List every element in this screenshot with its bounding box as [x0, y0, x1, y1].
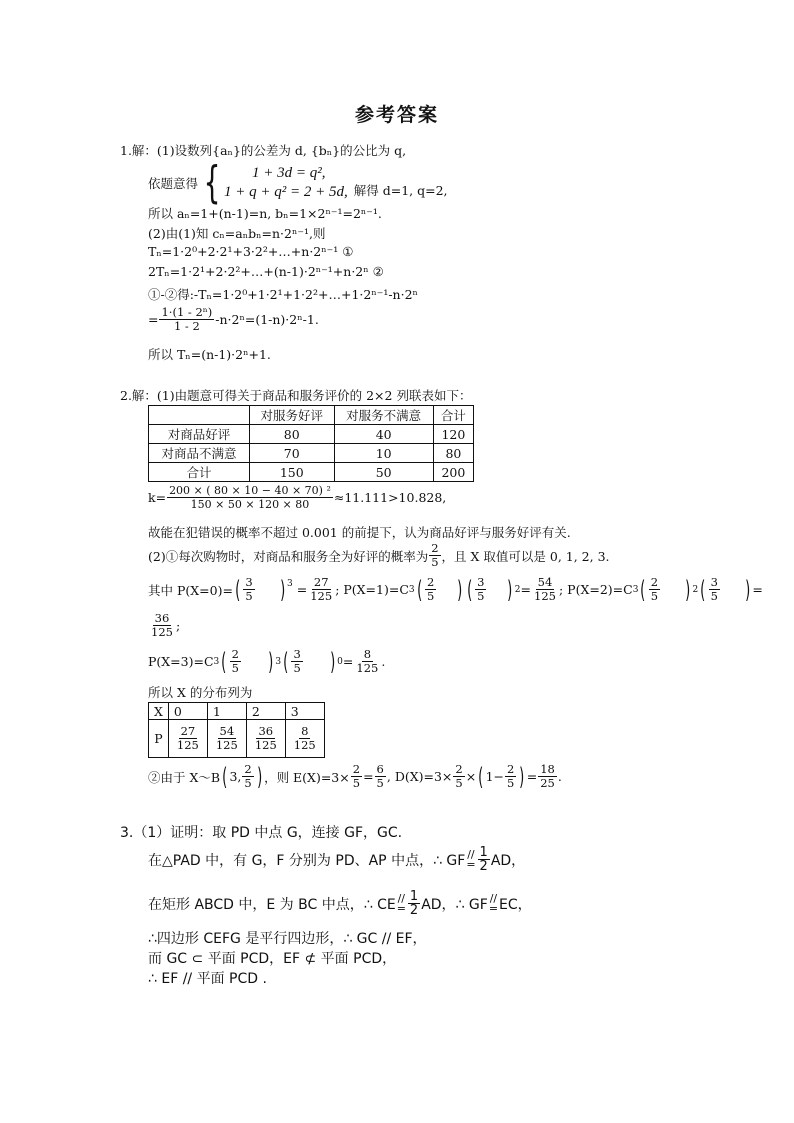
k-num: 200 × ( 80 × 10 − 40 × 70) ² [169, 484, 331, 497]
table-cell: 40 [334, 425, 433, 444]
frac-den: 5 [352, 776, 361, 790]
frac-num: 3 [293, 647, 301, 661]
table-cell: 150 [250, 463, 335, 482]
frac-num: 8 [363, 647, 372, 661]
table-cell [246, 720, 285, 758]
b-text: ②由于 X～B [148, 769, 221, 785]
q3-line3: 在矩形 ABCD 中，E 为 BC 中点，∴ CE // = $\frac{1}{2}$ AD，∴ GF // = EC， [148, 889, 532, 918]
frac-den: 125 [310, 589, 333, 603]
distribution-table [148, 702, 325, 758]
frac-den: 5 [427, 589, 435, 603]
table-cell [207, 720, 246, 758]
frac-num: 18 [540, 762, 555, 776]
b-dx: , D(X)=3× [386, 769, 453, 784]
q1-line9: 所以 Tₙ=(n-1)·2ⁿ+1. [148, 347, 271, 362]
q2-part2 [148, 542, 610, 569]
frac-num: 27 [180, 724, 196, 738]
px-line: 其中 P(X=0)= ( $\frac{3}{5}$ ) $^3$ = $\frac{27}{125}$ ; P(X=1)=C 3 ( $\frac{2}{5}$ ) ( $\frac{3}{5}$ ) 2 = $\frac{54}{125}$ ; P(X=2)=C 3 ( $\frac{2}{5}$ ) 2 ( $\frac{3}{5}$ ) = [148, 575, 763, 604]
q1-line4: (2)由(1)知 cₙ=aₙbₙ=n·2ⁿ⁻¹,则 [148, 226, 326, 241]
table-cell: 80 [250, 425, 335, 444]
q3-line3a: 在矩形 ABCD 中，E 为 BC 中点，∴ CE [148, 896, 396, 913]
table-row [149, 463, 474, 482]
frac-den: 125 [151, 625, 173, 639]
table-cell: X [149, 703, 169, 720]
frac-den: 5 [650, 589, 659, 603]
frac-den: 25 [540, 776, 555, 790]
table-cell [168, 720, 207, 758]
q2-line1: 2.解：(1)由题意可得关于商品和服务评价的 2×2 列联表如下： [120, 388, 472, 403]
table-row [149, 425, 474, 444]
q1-line5: Tₙ=1·2⁰+2·2¹+3·2²+…+n·2ⁿ⁻¹ ① [148, 244, 354, 259]
table-cell: 200 [433, 463, 473, 482]
table-cell: 70 [250, 444, 335, 463]
table-cell: 1 [207, 703, 246, 720]
q3-line1: 3.（1）证明：取 PD 中点 G，连接 GF，GC. [120, 825, 403, 841]
q2-conclusion: 故能在犯错误的概率不超过 0.001 的前提下，认为商品好评与服务好评有关. [148, 525, 571, 540]
px2-result: $\frac{36}{125}$ ; [151, 611, 181, 639]
q1-line1: 1.解：(1)设数列{aₙ}的公差为 d, {bₙ}的公比为 q, [120, 143, 407, 158]
k-formula [148, 484, 446, 511]
q2-p2-tail: ，且 X 取值可以是 0, 1, 2, 3. [441, 548, 610, 564]
frac-num: 2 [507, 762, 515, 776]
q1-sys-intro: 依题意得 [148, 176, 199, 191]
table-cell: 50 [334, 463, 433, 482]
q1-sys-eq1: 1 + 3d = q², [252, 165, 326, 181]
b-ex: ，则 E(X)=3× [264, 769, 350, 785]
table-cell: 10 [334, 444, 433, 463]
q3-line2a: 在△PAD 中，有 G，F 分别为 PD、AP 中点，∴ GF [148, 852, 466, 869]
frac-num: 2 [427, 575, 435, 589]
q3-line3b: AD，∴ GF [421, 896, 488, 913]
b-times: × [465, 769, 477, 784]
q1-sys-result: 解得 d=1, q=2, [353, 183, 448, 198]
table-cell: 对商品不满意 [149, 444, 250, 463]
table-cell: 3 [285, 703, 324, 720]
px0-label: 其中 P(X=0)= [148, 582, 233, 598]
frac-num: 6 [376, 762, 384, 776]
q3-line2b: AD， [490, 852, 526, 869]
table-row [149, 720, 325, 758]
q1-line7: ①-②得:-Tₙ=1·2⁰+1·2¹+1·2²+…+1·2ⁿ⁻¹-n·2ⁿ [148, 287, 418, 302]
q3-line5: 而 GC ⊂ 平面 PCD，EF ⊄ 平面 PCD， [148, 951, 397, 967]
table-row [149, 444, 474, 463]
table-cell: 对商品好评 [149, 425, 250, 444]
table-cell: 80 [433, 444, 473, 463]
frac-den: 5 [244, 776, 252, 790]
frac-den: 5 [477, 589, 485, 603]
binomial-line: ②由于 X～B ( 3, $\frac{2}{5}$ ) ，则 E(X)=3× $\frac{2}{5}$ = $\frac{6}{5}$ , D(X)=3× $\frac{2}{5}$ × ( 1− $\frac{2}{5}$ ) = $\frac{18}{25}$ . [148, 762, 562, 791]
q2-p2-text: (2)①每次购物时，对商品和服务全为好评的概率为 [148, 548, 429, 564]
frac-num: 3 [477, 575, 485, 589]
frac-den: 5 [293, 661, 301, 675]
page-title: 参考答案 [354, 104, 439, 126]
frac-num: 27 [313, 575, 329, 589]
frac-num: 3 [710, 575, 718, 589]
table-header-row [149, 406, 474, 425]
frac-num: 2 [231, 647, 239, 661]
q1-sys-eq2: 1 + q + q² = 2 + 5d, [224, 184, 348, 200]
frac-num: 3 [245, 575, 253, 589]
q1-line3: 所以 aₙ=1+(n-1)=n, bₙ=1×2ⁿ⁻¹=2ⁿ⁻¹. [148, 206, 382, 221]
k-result: ≈11.111>10.828, [333, 490, 447, 505]
b-one-minus: 1− [485, 769, 505, 784]
frac-den: 5 [431, 555, 439, 569]
b-eq: = [363, 769, 374, 784]
frac-den: 125 [293, 738, 316, 752]
table-cell [149, 406, 250, 425]
q1-system [148, 157, 448, 208]
px3-label: P(X=3)=C [148, 654, 214, 669]
table-cell [285, 720, 324, 758]
q3-line4: ∴四边形 CEFG 是平行四边形，∴ GC // EF， [148, 931, 427, 947]
px3-line: P(X=3)=C 3 ( $\frac{2}{5}$ ) 3 ( $\frac{3}{5}$ ) 0 = $\frac{8}{125}$ . [148, 647, 386, 676]
k-label: k= [148, 490, 167, 505]
frac-den: 5 [245, 589, 253, 603]
q1-frac-den: 1 - 2 [173, 319, 200, 333]
table-cell: P [149, 720, 169, 758]
frac-den: 125 [254, 738, 277, 752]
frac-num: 2 [455, 762, 463, 776]
frac-den: 125 [176, 738, 199, 752]
frac-den: 5 [507, 776, 515, 790]
frac-num: 54 [219, 724, 235, 738]
frac-den: 125 [356, 661, 379, 675]
frac-num: 2 [244, 762, 252, 776]
table-cell: 120 [433, 425, 473, 444]
brace-icon: { [203, 157, 221, 208]
q1-line8: = $\frac{\text{1·(1 - 2ⁿ)}}{1 - 2}$ -n·2ⁿ=(1-n)·2ⁿ-1. [148, 305, 319, 333]
table-cell: 对服务好评 [250, 406, 335, 425]
frac-num: 36 [258, 724, 274, 738]
q3-line3c: EC， [499, 896, 532, 913]
frac-den: 5 [455, 776, 463, 790]
px2-label: ; P(X=2)=C [558, 582, 633, 597]
frac-den: 5 [231, 661, 239, 675]
k-den: 150 × 50 × 120 × 80 [190, 498, 310, 511]
q1-line8-rest: -n·2ⁿ=(1-n)·2ⁿ-1. [215, 312, 319, 327]
frac-num: 2 [431, 541, 439, 555]
frac-den: 5 [710, 589, 718, 603]
frac-den: 5 [376, 776, 384, 790]
contingency-table [148, 405, 474, 482]
table-cell: 合计 [433, 406, 473, 425]
table-cell: 合计 [149, 463, 250, 482]
table-cell: 2 [246, 703, 285, 720]
table-cell: 0 [168, 703, 207, 720]
frac-num: 8 [301, 724, 309, 738]
q3-line6: ∴ EF // 平面 PCD . [148, 971, 267, 987]
q1-line6: 2Tₙ=1·2¹+2·2²+…+(n-1)·2ⁿ⁻¹+n·2ⁿ ② [148, 264, 384, 279]
q1-frac-num: 1·(1 - 2ⁿ) [161, 305, 213, 319]
q3-line2: 在△PAD 中，有 G，F 分别为 PD、AP 中点，∴ GF // = $\frac{1}{2}$ AD， [148, 845, 526, 874]
table-cell: 对服务不满意 [334, 406, 433, 425]
frac-num: 2 [352, 762, 361, 776]
frac-num: 54 [537, 575, 553, 589]
frac-den: 125 [534, 589, 556, 603]
table-row [149, 703, 325, 720]
frac-num: 36 [154, 611, 170, 625]
frac-den: 125 [215, 738, 238, 752]
px1-label: ; P(X=1)=C [335, 582, 409, 597]
dist-label: 所以 X 的分布列为 [148, 685, 253, 700]
frac-num: 2 [650, 575, 659, 589]
